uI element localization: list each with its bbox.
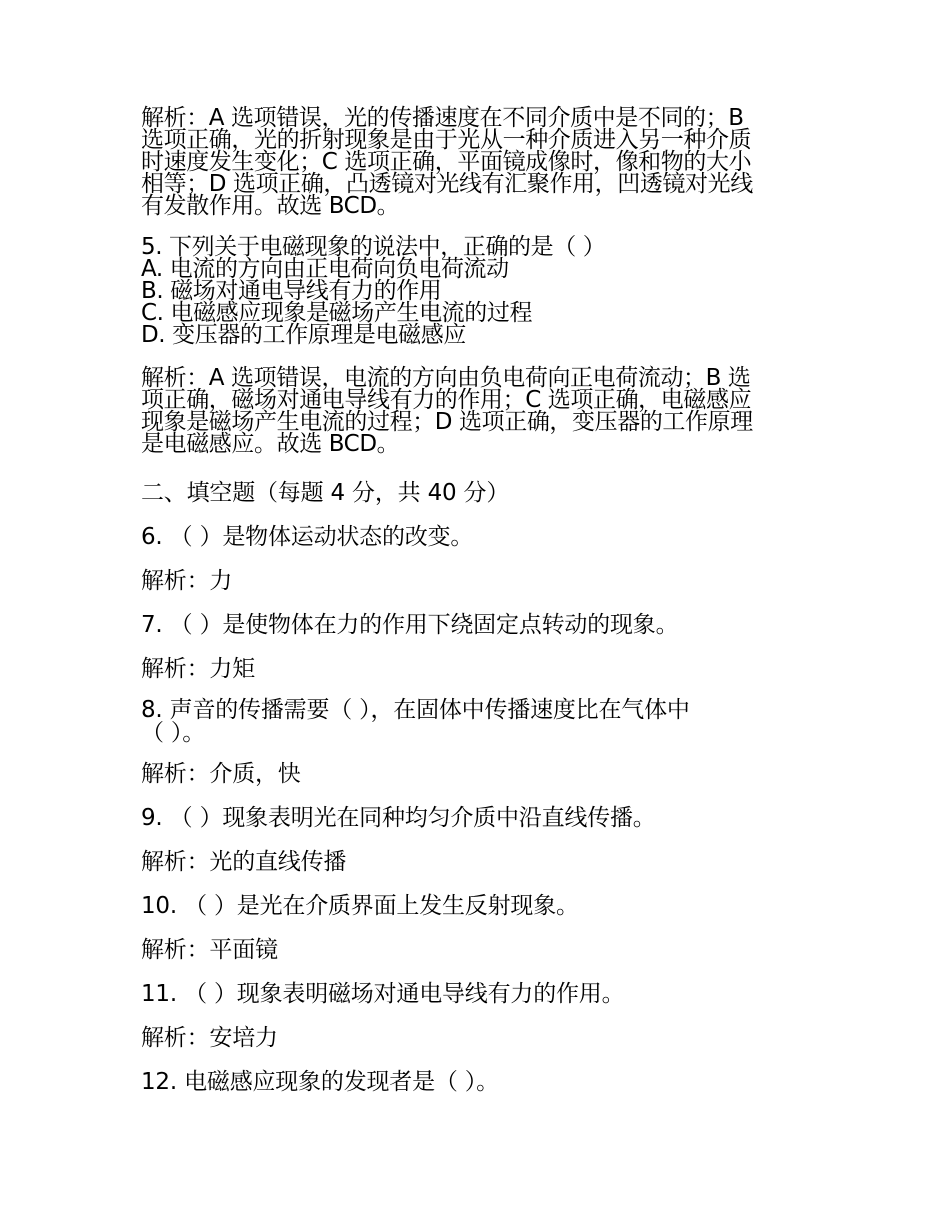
option-d: D. 变压器的工作原理是电磁感应 xyxy=(141,322,466,348)
question-stem-line: （ ）。 xyxy=(141,720,206,746)
question-5 xyxy=(141,236,813,346)
analysis-line: 时速度发生变化；C 选项正确，平面镜成像时，像和物的大小 xyxy=(141,149,752,175)
option-c: C. 电磁感应现象是磁场产生电流的过程 xyxy=(141,300,533,326)
question-8 xyxy=(141,699,813,745)
q5-analysis xyxy=(141,367,813,455)
q6-analysis: 解析：力 xyxy=(141,568,233,594)
question-11: 11. （ ）现象表明磁场对通电导线有力的作用。 xyxy=(141,981,625,1007)
q11-analysis: 解析：安培力 xyxy=(141,1025,278,1051)
document-page xyxy=(141,107,813,1112)
option-a: A. 电流的方向由正电荷向负电荷流动 xyxy=(141,256,509,282)
q4-analysis xyxy=(141,107,813,217)
question-stem: 5. 下列关于电磁现象的说法中，正确的是（ ） xyxy=(141,234,606,260)
question-stem-line: 8. 声音的传播需要（ ），在固体中传播速度比在气体中 xyxy=(141,697,690,723)
analysis-line: 有发散作用。故选 BCD。 xyxy=(141,193,400,219)
analysis-line: 解析：A 选项错误，电流的方向由负电荷向正电荷流动；B 选 xyxy=(141,365,751,391)
question-10: 10. （ ）是光在介质界面上发生反射现象。 xyxy=(141,893,579,919)
question-9: 9. （ ）现象表明光在同种均匀介质中沿直线传播。 xyxy=(141,805,656,831)
analysis-line: 是电磁感应。故选 BCD。 xyxy=(141,431,400,457)
analysis-line: 现象是磁场产生电流的过程；D 选项正确，变压器的工作原理 xyxy=(141,409,753,435)
analysis-line: 解析：A 选项错误，光的传播速度在不同介质中是不同的；B xyxy=(141,105,744,131)
analysis-line: 相等；D 选项正确，凸透镜对光线有汇聚作用，凹透镜对光线 xyxy=(141,171,753,197)
question-7: 7. （ ）是使物体在力的作用下绕固定点转动的现象。 xyxy=(141,612,679,638)
q10-analysis: 解析：平面镜 xyxy=(141,937,278,963)
q8-analysis: 解析：介质，快 xyxy=(141,761,301,787)
question-12: 12. 电磁感应现象的发现者是（ ）。 xyxy=(141,1069,499,1095)
section-heading: 二、填空题（每题 4 分，共 40 分） xyxy=(141,480,510,506)
q7-analysis: 解析：力矩 xyxy=(141,656,256,682)
analysis-line: 项正确，磁场对通电导线有力的作用；C 选项正确，电磁感应 xyxy=(141,387,752,413)
question-6: 6. （ ）是物体运动状态的改变。 xyxy=(141,524,474,550)
q9-analysis: 解析：光的直线传播 xyxy=(141,849,347,875)
option-b: B. 磁场对通电导线有力的作用 xyxy=(141,278,442,304)
analysis-line: 选项正确，光的折射现象是由于光从一种介质进入另一种介质 xyxy=(141,127,752,153)
